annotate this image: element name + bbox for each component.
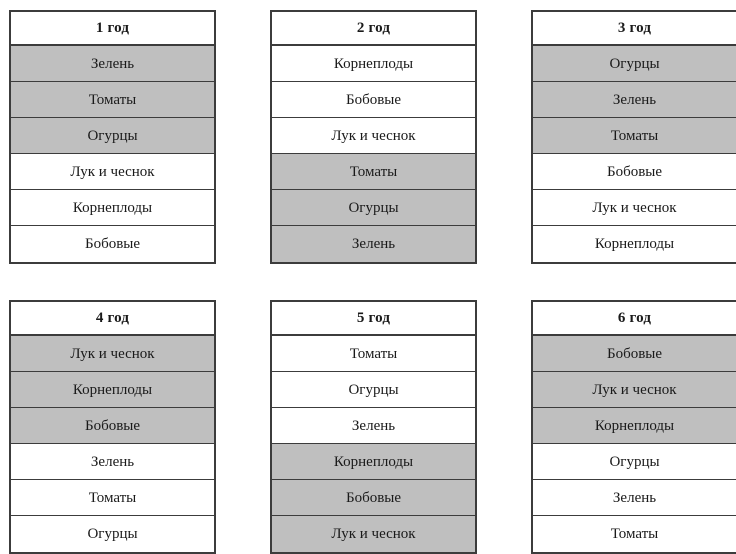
- year-card-5: [270, 300, 477, 554]
- crop-list: [272, 46, 475, 262]
- crop-row: Лук и чеснок: [272, 118, 475, 154]
- card-grid: [0, 8, 736, 554]
- year-card-title: 1 год: [11, 12, 214, 46]
- crop-row: Корнеплоды: [533, 408, 736, 444]
- crop-list: [272, 336, 475, 552]
- year-card-title: 5 год: [272, 302, 475, 336]
- crop-row: Лук и чеснок: [11, 336, 214, 372]
- year-card-title: 2 год: [272, 12, 475, 46]
- crop-row: Огурцы: [272, 372, 475, 408]
- year-card-4: [9, 300, 216, 554]
- crop-row: Зелень: [11, 444, 214, 480]
- crop-list: [11, 46, 214, 262]
- crop-row: Бобовые: [533, 336, 736, 372]
- year-card-6: [531, 300, 736, 554]
- crop-row: Зелень: [272, 226, 475, 262]
- crop-row: Томаты: [11, 480, 214, 516]
- crop-row: Корнеплоды: [272, 444, 475, 480]
- crop-row: Зелень: [533, 82, 736, 118]
- year-card-title: 4 год: [11, 302, 214, 336]
- crop-row: Лук и чеснок: [533, 372, 736, 408]
- crop-row: Огурцы: [11, 516, 214, 552]
- crop-list: [11, 336, 214, 552]
- crop-row: Зелень: [11, 46, 214, 82]
- crop-row: Лук и чеснок: [272, 516, 475, 552]
- crop-row: Зелень: [533, 480, 736, 516]
- crop-row: Бобовые: [11, 408, 214, 444]
- crop-list: [533, 336, 736, 552]
- crop-row: Томаты: [533, 516, 736, 552]
- year-card-title: 6 год: [533, 302, 736, 336]
- crop-row: Огурцы: [533, 46, 736, 82]
- crop-row: Огурцы: [272, 190, 475, 226]
- year-card-2: [270, 10, 477, 264]
- crop-row: Огурцы: [11, 118, 214, 154]
- crop-row: Корнеплоды: [533, 226, 736, 262]
- crop-row: Зелень: [272, 408, 475, 444]
- crop-row: Томаты: [272, 336, 475, 372]
- crop-row: Лук и чеснок: [11, 154, 214, 190]
- crop-list: [533, 46, 736, 262]
- crop-row: Бобовые: [11, 226, 214, 262]
- crop-row: Бобовые: [272, 480, 475, 516]
- crop-row: Томаты: [11, 82, 214, 118]
- crop-row: Огурцы: [533, 444, 736, 480]
- crop-row: Бобовые: [533, 154, 736, 190]
- crop-row: Бобовые: [272, 82, 475, 118]
- year-card-1: [9, 10, 216, 264]
- crop-row: Корнеплоды: [272, 46, 475, 82]
- year-card-title: 3 год: [533, 12, 736, 46]
- crop-row: Томаты: [272, 154, 475, 190]
- crop-row: Томаты: [533, 118, 736, 154]
- crop-row: Лук и чеснок: [533, 190, 736, 226]
- crop-row: Корнеплоды: [11, 190, 214, 226]
- crop-row: Корнеплоды: [11, 372, 214, 408]
- year-card-3: [531, 10, 736, 264]
